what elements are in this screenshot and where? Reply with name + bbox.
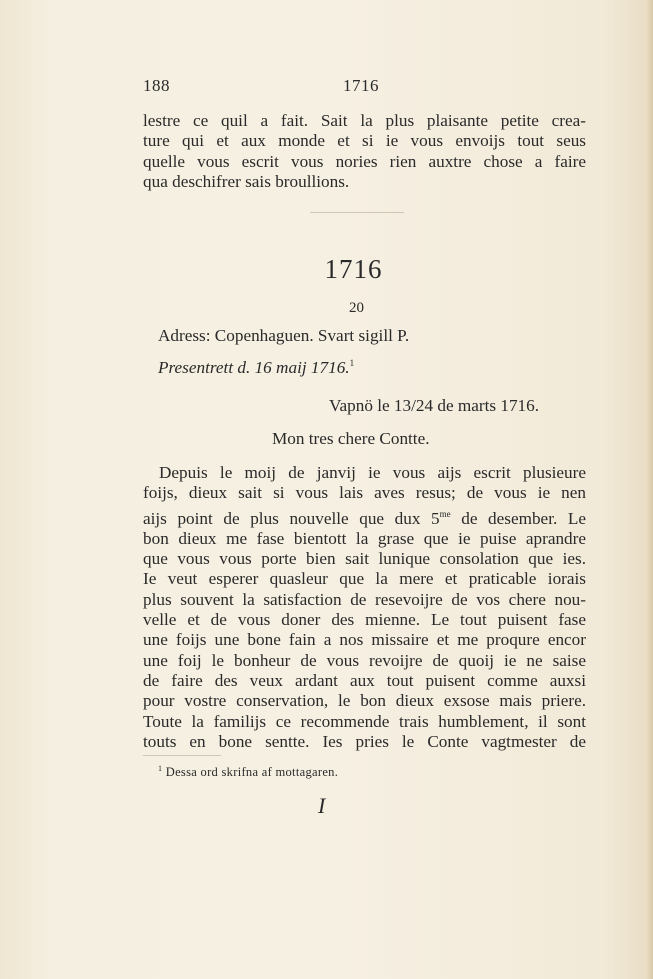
letter-number: 20	[349, 300, 364, 316]
running-head-year: 1716	[343, 76, 379, 95]
letter-dateline: Vapnö le 13/24 de marts 1716.	[329, 396, 540, 415]
signature-mark: I	[318, 793, 326, 818]
footnote-ref: 1	[349, 358, 355, 368]
paragraph-line: Toute la familijs ce recommende trais humblement, il sont	[143, 711, 586, 731]
paragraph-line: velle et de vous doner des mienne. Le tout puisent fase	[143, 610, 586, 630]
paragraph-line	[143, 504, 586, 529]
letter-body	[143, 463, 586, 752]
paragraph-line: foijs, dieux sait si vous lais aves resus; de vous ie nen	[143, 483, 586, 503]
paragraph-line: une foijs une bone fain a nos missaire et me proqure encor	[143, 630, 586, 650]
paragraph-line: ture qui et aux monde et si ie vous envoijs tout seus	[143, 131, 586, 151]
paragraph-line: pour vostre conservation, le bon dieux exsose mais priere.	[143, 691, 586, 711]
page-number: 188	[143, 76, 170, 95]
paragraph-line: plus souvent la satisfaction de resevoijre de vos chere nou-	[143, 589, 586, 609]
paragraph-line: Ie veut esperer quasleur que la mere et praticable iorais	[143, 569, 586, 589]
paragraph-line: touts en bone sentte. Ies pries le Conte vagtmester de	[143, 731, 586, 751]
paragraph-line: quelle vous escrit vous nories rien auxtre chose a faire	[143, 151, 586, 171]
line-text: aijs point de plus nouvelle que dux 5	[143, 508, 440, 528]
paragraph-line: bon dieux me fase bientott la grase que ie puise aprandre	[143, 528, 586, 548]
paragraph-line: que vous vous porte bien sait lunique consolation que ies.	[143, 549, 586, 569]
paragraph-line: de faire des veux ardant aux tout puisent comme auxsi	[143, 670, 586, 690]
footnote-rule	[143, 755, 221, 756]
section-year-heading: 1716	[324, 254, 383, 284]
paragraph-line: qua deschifrer sais broullions.	[143, 171, 350, 191]
page-edge-shadow	[647, 0, 653, 979]
top-paragraph	[143, 111, 586, 192]
section-divider	[310, 212, 404, 213]
presented-text: Presentrett d. 16 maij 1716.	[158, 358, 350, 377]
presented-note	[158, 358, 354, 378]
paragraph-line: lestre ce quil a fait. Sait la plus plaisante petite crea-	[143, 111, 586, 130]
footnote-text: Dessa ord skrifna af mottagaren.	[165, 765, 339, 779]
footnote-marker: 1	[158, 764, 163, 773]
letter-address: Adress: Copenhaguen. Svart sigill P.	[158, 326, 410, 345]
line-text: de desember. Le	[450, 508, 586, 528]
paragraph-line: Depuis le moij de janvij ie vous aijs escrit plusieure	[159, 463, 586, 482]
footnote	[158, 764, 338, 780]
ordinal-suffix: me	[439, 508, 451, 519]
paragraph-line: une foij le bonheur de vous revoijre de quoij ie ne saise	[143, 650, 586, 670]
letter-salutation: Mon tres chere Contte.	[272, 429, 430, 448]
